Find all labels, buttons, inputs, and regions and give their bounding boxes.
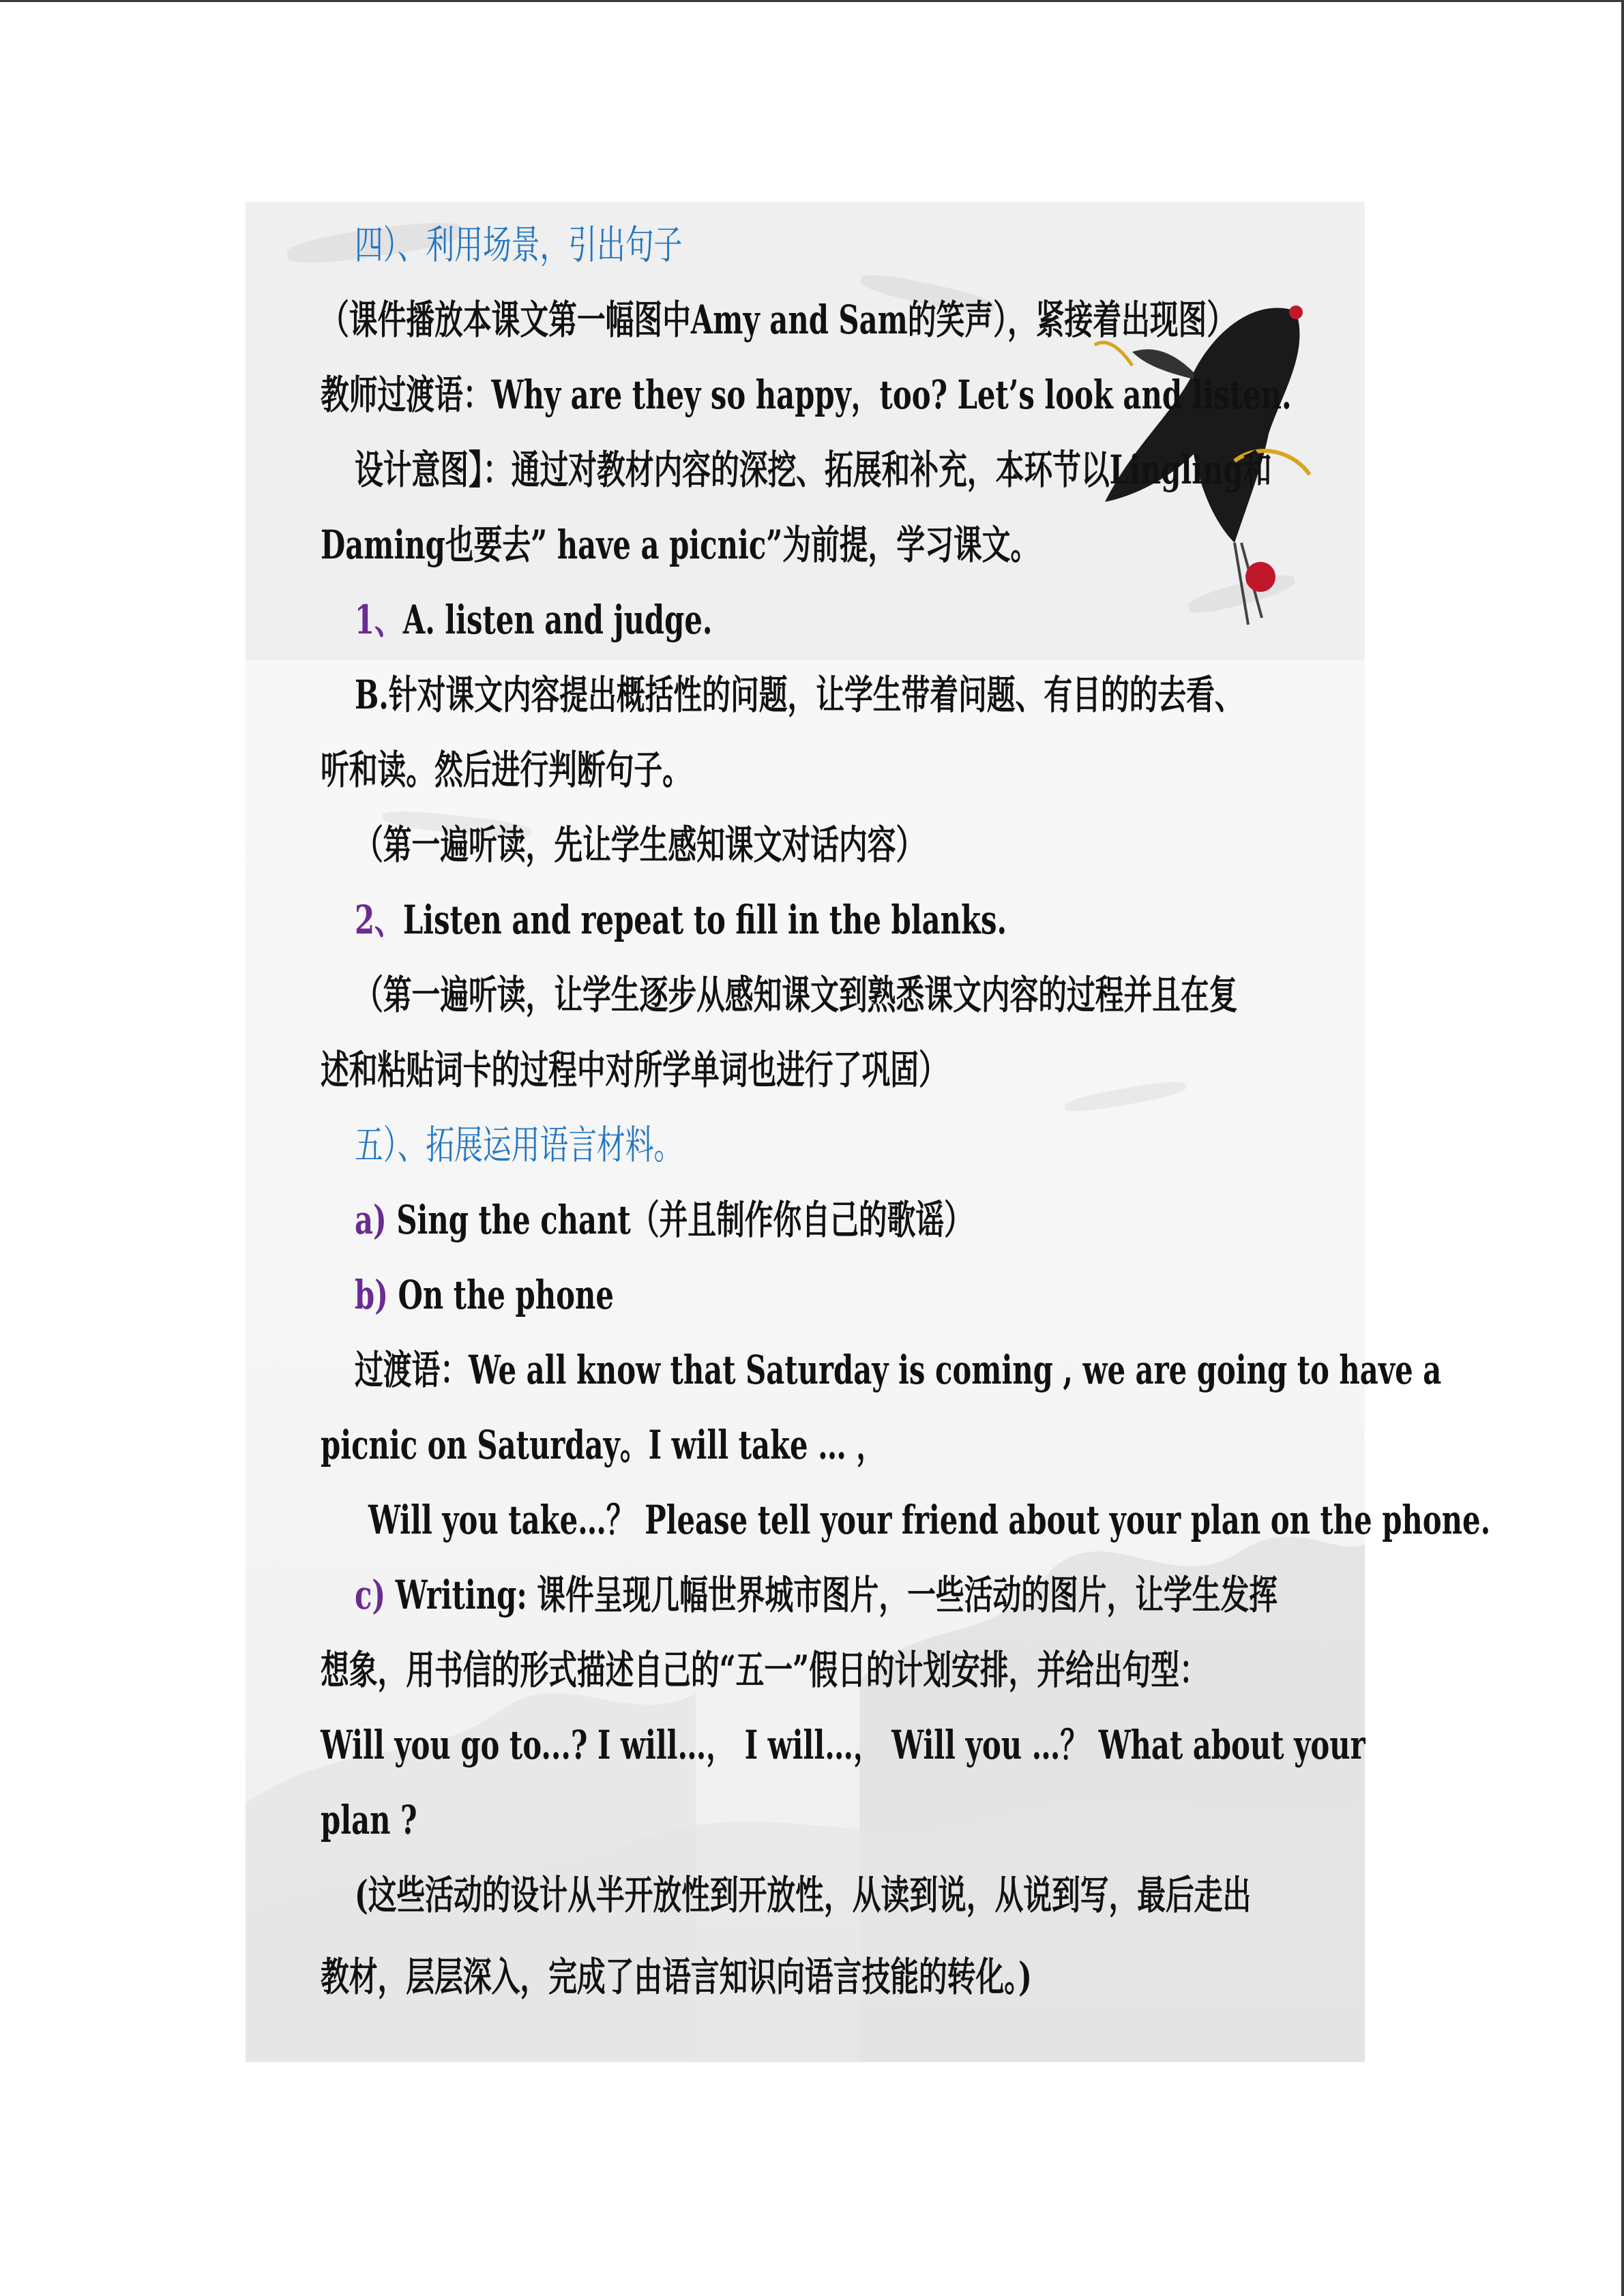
list-item-text: Writing: 课件呈现几幅世界城市图片，一些活动的图片，让学生发挥 — [395, 1572, 1278, 1618]
list-marker: b) — [355, 1272, 388, 1318]
list-item-b — [355, 1271, 614, 1319]
list-item-text: Sing the chant（并且制作你自己的歌谣） — [396, 1197, 973, 1243]
list-item-a — [355, 1196, 973, 1244]
paragraph-line: Will you take…？ Please tell your friend about your plan on the phone. — [368, 1497, 1491, 1543]
paragraph-line: 设计意图】：通过对教材内容的深挖、拓展和补充，本环节以Lingling和 — [355, 447, 1272, 493]
paragraph-line: 过渡语：We all know that Saturday is coming , we are going to have a — [355, 1347, 1442, 1393]
right-border — [1621, 0, 1624, 2296]
paragraph-line: （课件播放本课文第一幅图中Amy and Sam的笑声），紧接着出现图） — [321, 297, 1236, 343]
list-item-c — [355, 1571, 1278, 1619]
paragraph-line: picnic on Saturday。I will take … ， — [321, 1422, 885, 1468]
list-item-text: On the phone — [398, 1272, 614, 1318]
list-marker: c) — [355, 1572, 386, 1618]
document-body — [246, 202, 1491, 2062]
paragraph-line: 想象，用书信的形式描述自己的“五一”假日的计划安排，并给出句型： — [321, 1647, 1208, 1693]
list-marker: 1、 — [355, 597, 403, 643]
paragraph-line: 教师过渡语：Why are they so happy，too? Let’s look and listen. — [321, 372, 1292, 418]
paragraph-line: 述和粘贴词卡的过程中对所学单词也进行了巩固） — [321, 1047, 947, 1093]
list-item-1 — [355, 596, 712, 644]
paragraph-line: （第一遍听读，让学生逐步从感知课文到熟悉课文内容的过程并且在复 — [355, 972, 1238, 1018]
paragraph-line: 教材，层层深入，完成了由语言知识向语言技能的转化。) — [321, 1954, 1032, 2000]
section-four-heading: 四）、利用场景，引出句子 — [355, 222, 683, 268]
paragraph-line: （第一遍听读，先让学生感知课文对话内容） — [355, 822, 925, 868]
section-five-heading: 五）、拓展运用语言材料。 — [355, 1122, 683, 1168]
top-border — [0, 0, 1624, 2]
list-item-2 — [355, 896, 1007, 944]
list-item-text: Listen and repeat to fill in the blanks. — [402, 897, 1007, 943]
list-marker: a) — [355, 1197, 387, 1243]
paragraph-line: Daming也要去” have a picnic”为前提，学习课文。 — [321, 522, 1039, 568]
paragraph-line: plan ? — [321, 1797, 417, 1843]
ink-wash-background-panel — [246, 202, 1491, 2062]
paragraph-line: Will you go to...? I will…， I will…， Will you …？ What about your — [321, 1722, 1365, 1768]
paragraph-line: 听和读。然后进行判断句子。 — [321, 747, 691, 793]
paragraph-line: (这些活动的设计从半开放性到开放性，从读到说，从说到写，最后走出 — [355, 1872, 1252, 1918]
list-item-text: A. listen and judge. — [402, 597, 713, 643]
list-marker: 2、 — [355, 897, 403, 943]
paragraph-line: B.针对课文内容提出概括性的问题，让学生带着问题、有目的的去看、 — [355, 672, 1243, 718]
